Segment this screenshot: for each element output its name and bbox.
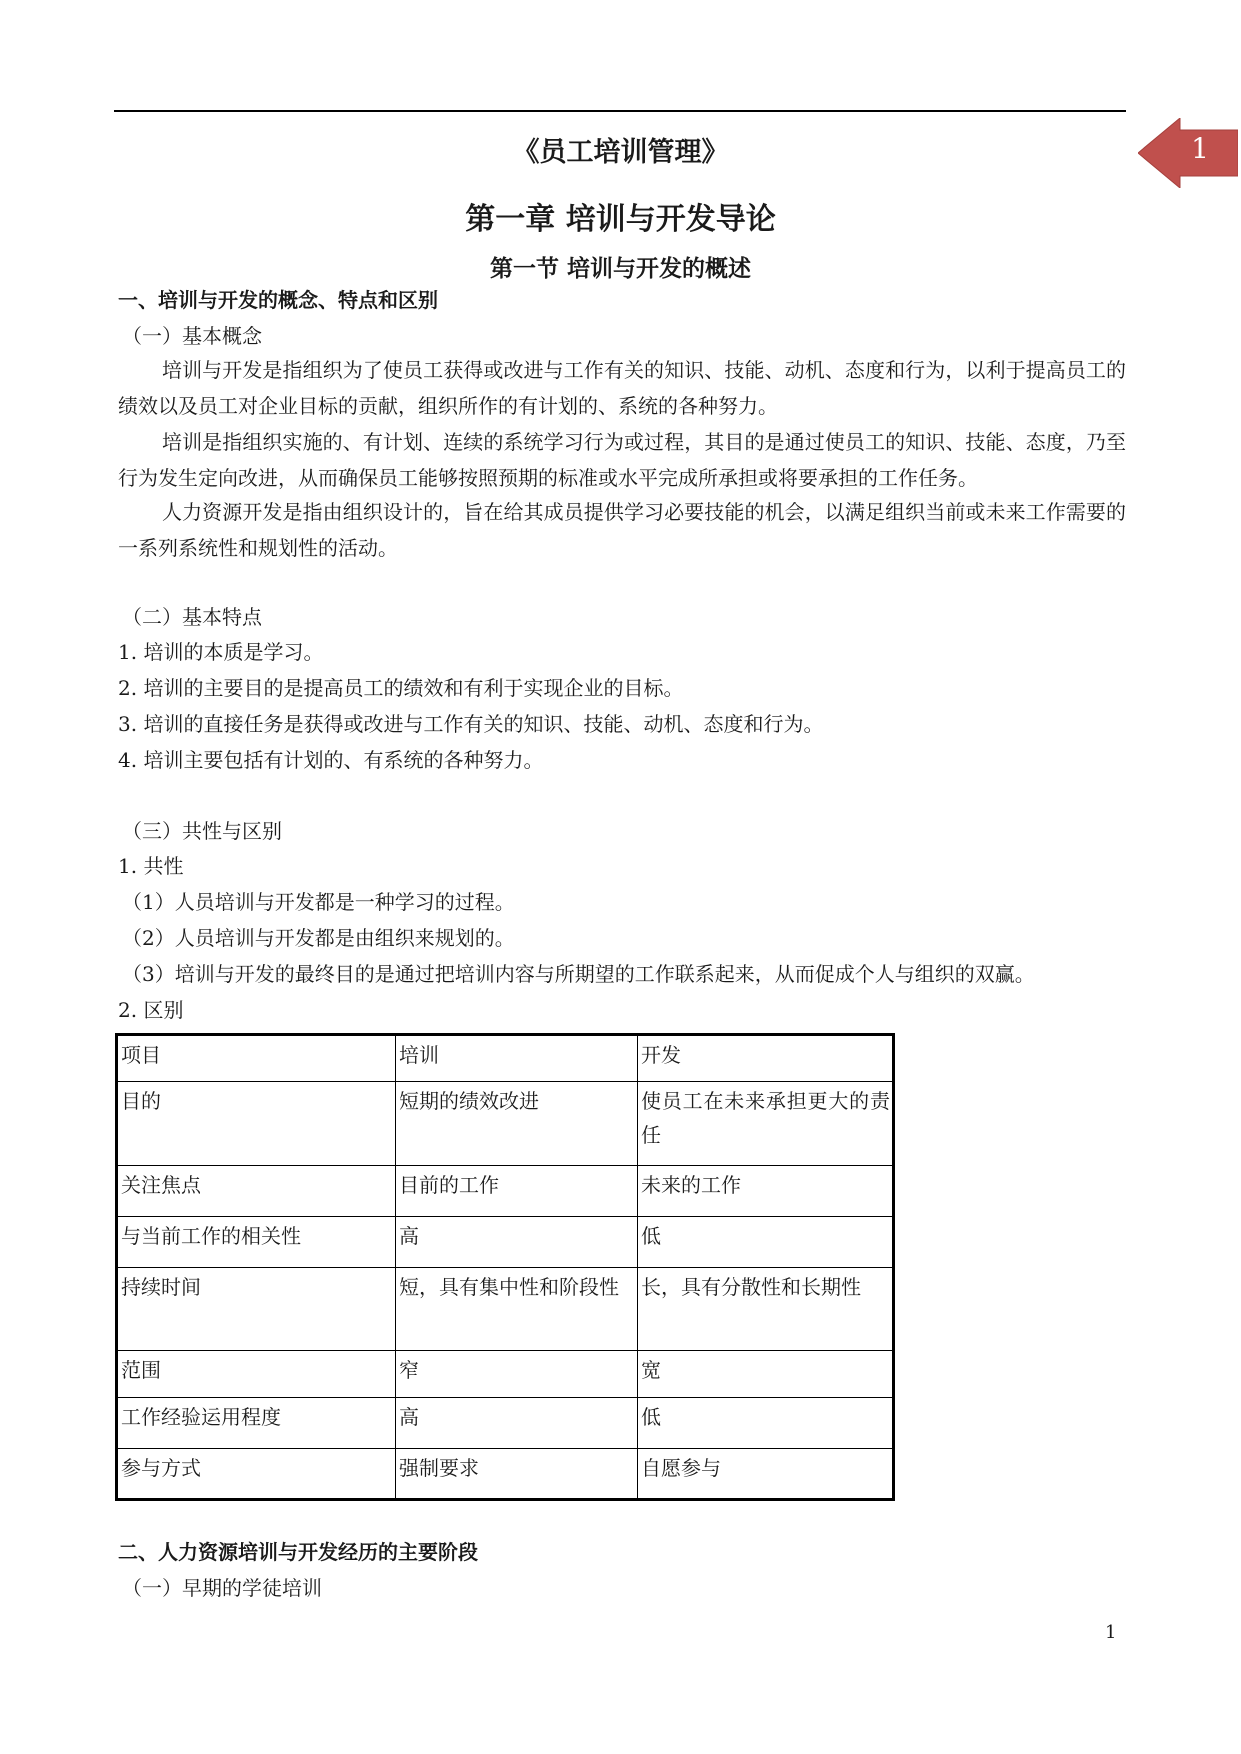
- subheading-common-diff: （三）共性与区别: [122, 819, 282, 843]
- table-cell: 短，具有集中性和阶段性: [396, 1268, 638, 1351]
- comparison-table: [115, 1033, 895, 1501]
- paragraph-training-development: 培训与开发是指组织为了使员工获得或改进与工作有关的知识、技能、动机、态度和行为，以利于提高员工的绩效以及员工对企业目标的贡献，组织所作的有计划的、系统的各种努力。: [118, 358, 1126, 418]
- table-cell: 窄: [396, 1351, 638, 1398]
- feature-item: 2. 培训的主要目的是提高员工的绩效和有利于实现企业的目标。: [118, 676, 684, 700]
- paragraph-training: 培训是指组织实施的、有计划、连续的系统学习行为或过程，其目的是通过使员工的知识、技能、态度，乃至行为发生定向改进，从而确保员工能够按照预期的标准或水平完成所承担或将要承担的工作任务。: [118, 430, 1126, 490]
- subheading-early-apprentice: （一）早期的学徒培训: [122, 1576, 322, 1600]
- table-cell: 工作经验运用程度: [117, 1398, 396, 1449]
- table-cell: 参与方式: [117, 1449, 396, 1500]
- table-row: [117, 1217, 894, 1268]
- subheading-basic-features: （二）基本特点: [122, 605, 262, 629]
- subheading-basic-concept: （一）基本概念: [122, 324, 262, 348]
- table-cell: 关注焦点: [117, 1166, 396, 1217]
- table-cell: 宽: [638, 1351, 894, 1398]
- page-number: 1: [1105, 1622, 1117, 1643]
- common-item: （1）人员培训与开发都是一种学习的过程。: [122, 890, 515, 914]
- table-cell: 短期的绩效改进: [396, 1082, 638, 1166]
- table-cell: 目的: [117, 1082, 396, 1166]
- header-rule: [114, 110, 1126, 112]
- table-cell: 未来的工作: [638, 1166, 894, 1217]
- section-title: 第一节 培训与开发的概述: [489, 255, 751, 282]
- table-header-cell: 培训: [396, 1035, 638, 1082]
- feature-item: 4. 培训主要包括有计划的、有系统的各种努力。: [118, 748, 544, 772]
- common-item: （3）培训与开发的最终目的是通过把培训内容与所期望的工作联系起来，从而促成个人与组织的双赢。: [122, 962, 1035, 986]
- table-row: [117, 1166, 894, 1217]
- table-header-row: [117, 1035, 894, 1082]
- common-heading: 1. 共性: [118, 854, 184, 878]
- table-row: [117, 1398, 894, 1449]
- part1-heading: 一、培训与开发的概念、特点和区别: [118, 288, 438, 312]
- table-cell: 高: [396, 1398, 638, 1449]
- table-cell: 目前的工作: [396, 1166, 638, 1217]
- table-cell: 低: [638, 1398, 894, 1449]
- table-cell: 自愿参与: [638, 1449, 894, 1500]
- feature-item: 1. 培训的本质是学习。: [118, 640, 324, 664]
- table-cell: 长，具有分散性和长期性: [638, 1268, 894, 1351]
- table-cell: 高: [396, 1217, 638, 1268]
- table-cell: 强制要求: [396, 1449, 638, 1500]
- table-cell: 范围: [117, 1351, 396, 1398]
- chapter-title: 第一章 培训与开发导论: [465, 202, 776, 237]
- table-cell: 使员工在未来承担更大的责任: [638, 1082, 894, 1166]
- difference-heading: 2. 区别: [118, 998, 184, 1022]
- table-row: [117, 1082, 894, 1166]
- table-header-cell: 项目: [117, 1035, 396, 1082]
- table-cell: 与当前工作的相关性: [117, 1217, 396, 1268]
- paragraph-hr-development: 人力资源开发是指由组织设计的，旨在给其成员提供学习必要技能的机会，以满足组织当前或未来工作需要的一系列系统性和规划性的活动。: [118, 500, 1126, 560]
- table-row: [117, 1449, 894, 1500]
- feature-item: 3. 培训的直接任务是获得或改进与工作有关的知识、技能、动机、态度和行为。: [118, 712, 824, 736]
- table-cell: 低: [638, 1217, 894, 1268]
- table-row: [117, 1268, 894, 1351]
- table-header-cell: 开发: [638, 1035, 894, 1082]
- common-item: （2）人员培训与开发都是由组织来规划的。: [122, 926, 515, 950]
- document-title: 《员工培训管理》: [512, 137, 729, 168]
- part2-heading: 二、人力资源培训与开发经历的主要阶段: [118, 1540, 478, 1564]
- table-row: [117, 1351, 894, 1398]
- badge-number: 1: [1191, 132, 1209, 165]
- table-cell: 持续时间: [117, 1268, 396, 1351]
